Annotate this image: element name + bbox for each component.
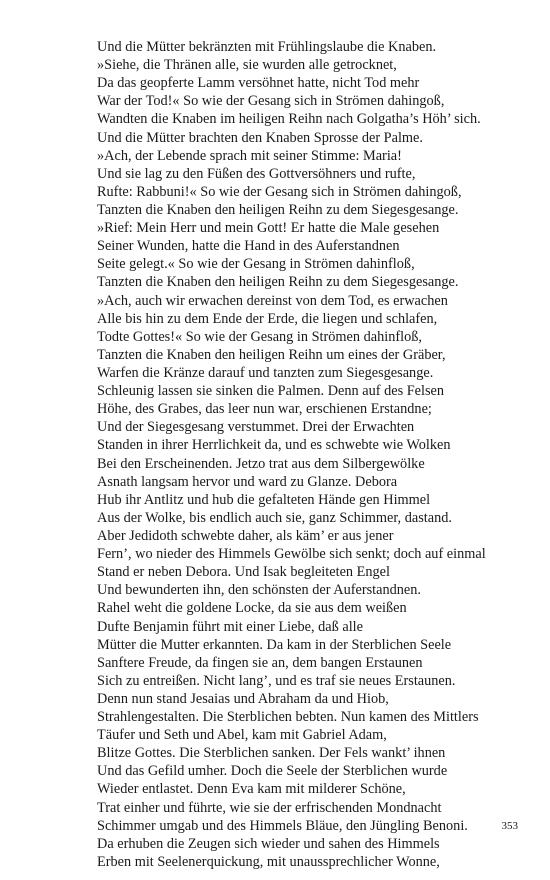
text-line: »Ach, der Lebende sprach mit seiner Stimme: Maria! — [97, 147, 402, 164]
text-line: Standen in ihrer Herrlichkeit da, und es schwebte wie Wolken — [97, 437, 451, 454]
text-line: Blitze Gottes. Die Sterblichen sanken. Der Fels wankt’ ihnen — [97, 745, 446, 762]
text-line: Wandten die Knaben im heiligen Reihn nach Golgatha’s Höh’ sich. — [97, 111, 481, 128]
text-line: Dufte Benjamin führt mit einer Liebe, daß alle — [97, 618, 363, 635]
text-line: Und der Siegesgesang verstummet. Drei der Erwachten — [97, 419, 415, 436]
text-line: War der Tod!« So wie der Gesang sich in Strömen dahingoß, — [97, 93, 445, 110]
text-line: Mütter die Mutter erkannten. Da kam in der Sterblichen Seele — [97, 636, 452, 653]
text-line: Täufer und Seth und Abel, kam mit Gabriel Adam, — [97, 727, 387, 744]
text-line: Und die Mütter brachten den Knaben Sprosse der Palme. — [97, 129, 423, 146]
text-line: Aus der Wolke, bis endlich auch sie, ganz Schimmer, dastand. — [97, 509, 452, 526]
text-line: Denn nun stand Jesaias und Abraham da und Hiob, — [97, 690, 389, 707]
text-line: Rahel weht die goldene Locke, da sie aus dem weißen — [97, 600, 407, 617]
text-line: Und sie lag zu den Füßen des Gottversöhners und rufte, — [97, 165, 416, 182]
text-line: Sanftere Freude, da fingen sie an, dem bangen Erstaunen — [97, 654, 423, 671]
text-line: Trat einher und führte, wie sie der erfrischenden Mondnacht — [97, 799, 442, 816]
text-line: Fern’, wo nieder des Himmels Gewölbe sich senkt; doch auf einmal — [97, 546, 486, 563]
text-line: Aber Jedidoth schwebte daher, als käm’ er aus jener — [97, 527, 394, 544]
text-line: Tanzten die Knaben den heiligen Reihn um eines der Gräber, — [97, 346, 446, 363]
text-line: Erben mit Seelenerquickung, mit unaussprechlicher Wonne, — [97, 853, 440, 870]
text-line: Warfen die Kränze darauf und tanzten zum Siegesgesange. — [97, 364, 434, 381]
text-line: Und die Mütter bekränzten mit Frühlingslaube die Knaben. — [97, 39, 437, 55]
text-line: Hub ihr Antlitz und hub die gefalteten Hände gen Himmel — [97, 491, 431, 508]
poem-text-block — [97, 38, 537, 871]
text-line: Tanzten die Knaben den heiligen Reihn zu dem Siegesgesange. — [97, 201, 459, 218]
text-line: Strahlengestalten. Die Sterblichen bebten. Nun kamen des Mittlers — [97, 709, 479, 726]
text-line: Und das Gefild umher. Doch die Seele der Sterblichen wurde — [97, 763, 448, 780]
text-line: Stand er neben Debora. Und Isak begleiteten Engel — [97, 564, 390, 581]
text-line: Sich zu entreißen. Nicht lang’, und es traf sie neues Erstaunen. — [97, 672, 456, 689]
text-line: »Siehe, die Thränen alle, sie wurden alle getrocknet, — [97, 57, 397, 74]
text-line: Und bewunderten ihn, den schönsten der Auferstandnen. — [97, 582, 421, 599]
text-line: Höhe, des Grabes, das leer nun war, erschienen Erstandne; — [97, 401, 432, 418]
text-line: Da erhuben die Zeugen sich wieder und sahen des Himmels — [97, 835, 440, 852]
text-line: Tanzten die Knaben den heiligen Reihn zu dem Siegesgesange. — [97, 274, 459, 291]
text-line: »Ach, auch wir erwachen dereinst von dem Tod, es erwachen — [97, 292, 448, 309]
page-number: 353 — [501, 820, 518, 832]
text-line: Seite gelegt.« So wie der Gesang in Strömen dahinfloß, — [97, 256, 415, 273]
text-line: Wieder entlastet. Denn Eva kam mit milderer Schöne, — [97, 781, 406, 798]
text-line: Alle bis hin zu dem Ende der Erde, die liegen und schlafen, — [97, 310, 438, 327]
text-line: Todte Gottes!« So wie der Gesang in Strömen dahinfloß, — [97, 328, 422, 345]
text-line: Bei den Erscheinenden. Jetzo trat aus dem Silbergewölke — [97, 455, 425, 472]
text-line: Rufte: Rabbuni!« So wie der Gesang sich in Strömen dahingoß, — [97, 183, 462, 200]
text-line: Asnath langsam hervor und ward zu Glanze. Debora — [97, 473, 398, 490]
text-line: Schleunig lassen sie sinken die Palmen. Denn auf des Felsen — [97, 383, 445, 400]
text-line: Schimmer umgab und des Himmels Bläue, den Jüngling Benoni. — [97, 817, 468, 834]
text-line: »Rief: Mein Herr und mein Gott! Er hatte die Male gesehen — [97, 220, 440, 237]
text-line: Seiner Wunden, hatte die Hand in des Auferstandnen — [97, 238, 400, 255]
text-line: Da das geopferte Lamm versöhnet hatte, nicht Tod mehr — [97, 75, 420, 92]
